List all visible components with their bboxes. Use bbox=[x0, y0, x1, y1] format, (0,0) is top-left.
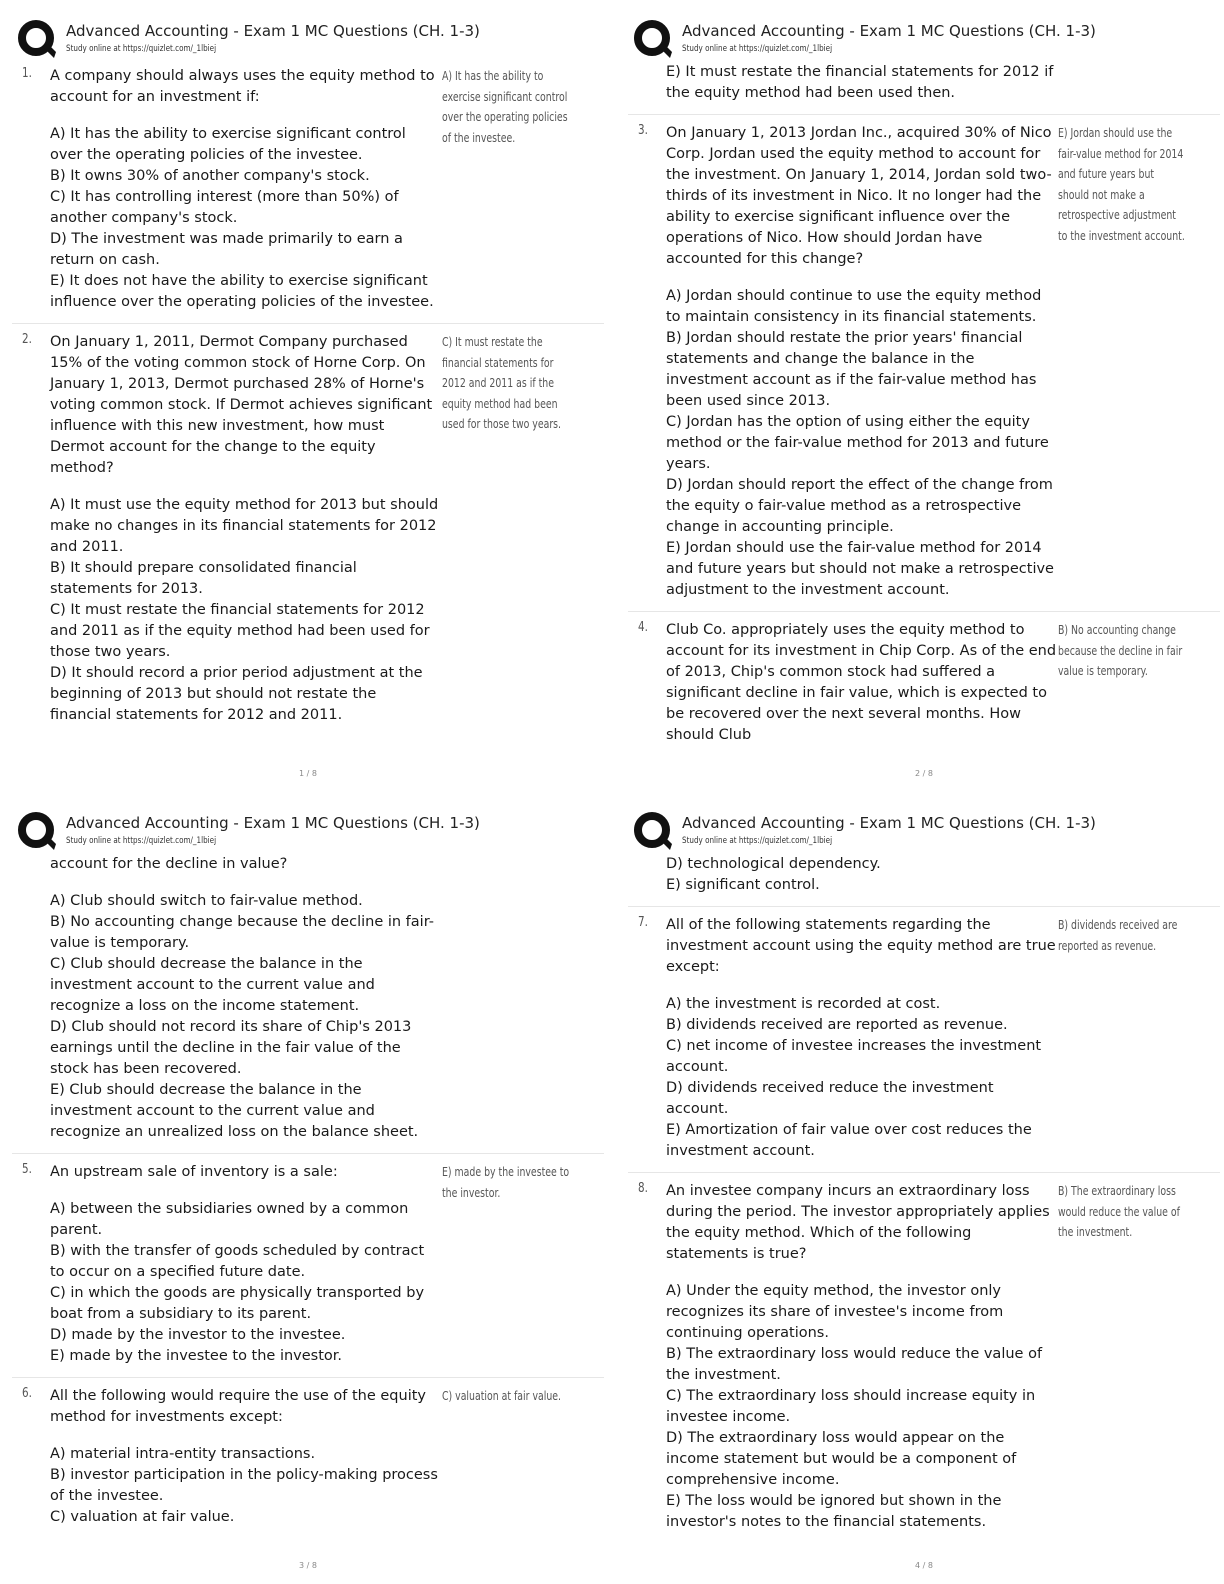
correct-answer: A) It has the ability to exercise significant control over the operating policies of the investee. bbox=[442, 69, 568, 145]
correct-answer: E) made by the investee to the investor. bbox=[442, 1165, 570, 1200]
option-item: C) The extraordinary loss should increase equity in investee income. bbox=[666, 1388, 1036, 1425]
question-card bbox=[12, 1377, 604, 1538]
document-title: Advanced Accounting - Exam 1 MC Questions (CH. 1-3) bbox=[66, 814, 480, 832]
question-number: 3. bbox=[638, 123, 648, 138]
option-item: D) dividends received reduce the investment account. bbox=[666, 1080, 994, 1117]
question-text: A company should always uses the equity method to account for an investment if: bbox=[50, 68, 435, 105]
option-item: A) Club should switch to fair-value method. bbox=[50, 893, 363, 909]
question-card bbox=[12, 60, 604, 323]
page-number: 3 / 8 bbox=[299, 1561, 317, 1570]
option-item: A) Jordan should continue to use the equity method to maintain consistency in its financial statements. bbox=[666, 288, 1042, 325]
option-item: D) made by the investor to the investee. bbox=[50, 1327, 346, 1343]
option-item: A) material intra-entity transactions. bbox=[50, 1446, 316, 1462]
option-item: C) in which the goods are physically transported by boat from a subsidiary to its parent. bbox=[50, 1285, 425, 1322]
answer-options bbox=[50, 495, 442, 726]
option-item: A) It must use the equity method for 2013 but should make no changes in its financial statements for 2012 and 2011. bbox=[50, 497, 439, 555]
question-text: An investee company incurs an extraordinary loss during the period. The investor appropriately applies the equity method. Which of the following statements is true? bbox=[666, 1183, 1050, 1262]
option-item: E) Club should decrease the balance in the investment account to the current value and recognize an unrealized loss on the balance sheet. bbox=[50, 1082, 419, 1140]
option-item: C) It has controlling interest (more than 50%) of another company's stock. bbox=[50, 189, 399, 226]
continued-question bbox=[12, 852, 604, 1153]
option-item: D) technological dependency. bbox=[666, 856, 881, 872]
page-content bbox=[12, 60, 604, 736]
question-text: All the following would require the use of the equity method for investments except: bbox=[50, 1388, 426, 1425]
correct-answer: C) It must restate the financial statements for 2012 and 2011 as if the equity method had been used for those two years. bbox=[442, 335, 562, 431]
correct-answer: E) Jordan should use the fair-value method for 2014 and future years but should not make a retrospective adjustment to the investment account. bbox=[1058, 126, 1185, 243]
quizlet-logo-icon bbox=[16, 810, 58, 852]
option-item: A) the investment is recorded at cost. bbox=[666, 996, 941, 1012]
question-text: On January 1, 2011, Dermot Company purchased 15% of the voting common stock of Horne Corp. On January 1, 2013, Dermot purchased 28% of Horne's voting common stock. If Dermot achieves significant influence with this new investment, how must Dermot account for the change to the equity method? bbox=[50, 334, 433, 476]
study-link[interactable]: Study online at https://quizlet.com/_1lbiej bbox=[682, 836, 833, 846]
option-item: E) Jordan should use the fair-value method for 2014 and future years but should not make a retrospective adjustment to the investment account. bbox=[666, 540, 1054, 598]
option-item: A) It has the ability to exercise significant control over the operating policies of the investee. bbox=[50, 126, 406, 163]
option-item: B) with the transfer of goods scheduled by contract to occur on a specified future date. bbox=[50, 1243, 425, 1280]
option-item: D) The extraordinary loss would appear on the income statement but would be a component of comprehensive income. bbox=[666, 1430, 1017, 1488]
option-item: B) The extraordinary loss would reduce the value of the investment. bbox=[666, 1346, 1043, 1383]
option-item: C) It must restate the financial statements for 2012 and 2011 as if the equity method had been used for those two years. bbox=[50, 602, 430, 660]
continued-options bbox=[50, 891, 442, 1143]
page-4 bbox=[628, 804, 1220, 1584]
page-header bbox=[628, 12, 1220, 58]
quizlet-logo-icon bbox=[632, 18, 674, 60]
document-title: Advanced Accounting - Exam 1 MC Questions (CH. 1-3) bbox=[682, 814, 1096, 832]
continued-text: account for the decline in value? bbox=[50, 856, 288, 872]
option-item: C) Jordan has the option of using either the equity method or the fair-value method for 2013 and future years. bbox=[666, 414, 1049, 472]
document-title: Advanced Accounting - Exam 1 MC Questions (CH. 1-3) bbox=[66, 22, 480, 40]
study-link[interactable]: Study online at https://quizlet.com/_1lbiej bbox=[66, 44, 217, 54]
question-text: Club Co. appropriately uses the equity method to account for its investment in Chip Corp. As of the end of 2013, Chip's common stock had suffered a significant decline in fair value, which is expected to be recovered over the next several months. How should Club bbox=[666, 622, 1057, 743]
option-item: E) It does not have the ability to exercise significant influence over the operating policies of the investee. bbox=[50, 273, 434, 310]
question-number: 1. bbox=[22, 66, 32, 81]
page-3 bbox=[12, 804, 604, 1584]
page-2 bbox=[628, 12, 1220, 792]
option-item: C) net income of investee increases the investment account. bbox=[666, 1038, 1042, 1075]
answer-options bbox=[50, 1444, 442, 1528]
option-item: D) Jordan should report the effect of the change from the equity o fair-value method as a retrospective change in accounting principle. bbox=[666, 477, 1053, 535]
option-item: E) The loss would be ignored but shown in the investor's notes to the financial statements. bbox=[666, 1493, 1002, 1530]
study-link[interactable]: Study online at https://quizlet.com/_1lbiej bbox=[66, 836, 217, 846]
page-header bbox=[628, 804, 1220, 850]
answer-options bbox=[666, 286, 1058, 601]
question-card bbox=[12, 1153, 604, 1377]
option-item: C) valuation at fair value. bbox=[50, 1509, 235, 1525]
question-text: All of the following statements regarding the investment account using the equity method are true except: bbox=[666, 917, 1056, 975]
document-title: Advanced Accounting - Exam 1 MC Questions (CH. 1-3) bbox=[682, 22, 1096, 40]
option-item: E) significant control. bbox=[666, 877, 820, 893]
question-text: On January 1, 2013 Jordan Inc., acquired 30% of Nico Corp. Jordan used the equity method to account for the investment. On January 1, 2014, Jordan sold two-thirds of its investment in Nico. It no longer had the ability to exercise significant influence over the operations of Nico. How should Jordan have accounted for this change? bbox=[666, 125, 1052, 267]
question-card bbox=[12, 323, 604, 736]
answer-options bbox=[666, 1281, 1058, 1533]
correct-answer: B) No accounting change because the decline in fair value is temporary. bbox=[1058, 623, 1183, 678]
quizlet-logo-icon bbox=[632, 810, 674, 852]
question-number: 4. bbox=[638, 620, 648, 635]
option-item: A) between the subsidiaries owned by a common parent. bbox=[50, 1201, 409, 1238]
page-content bbox=[12, 852, 604, 1538]
answer-options bbox=[50, 124, 442, 313]
question-number: 8. bbox=[638, 1181, 648, 1196]
option-item: D) Club should not record its share of Chip's 2013 earnings until the decline in the fair value of the stock has been recovered. bbox=[50, 1019, 412, 1077]
continued-options bbox=[666, 854, 1058, 896]
continued-question bbox=[628, 60, 1220, 114]
continued-question bbox=[628, 852, 1220, 906]
question-text: An upstream sale of inventory is a sale: bbox=[50, 1164, 338, 1180]
page-content bbox=[628, 60, 1220, 756]
page-number: 1 / 8 bbox=[299, 769, 317, 778]
option-item: C) Club should decrease the balance in the investment account to the current value and recognize a loss on the income statement. bbox=[50, 956, 375, 1014]
option-item: B) It should prepare consolidated financial statements for 2013. bbox=[50, 560, 357, 597]
option-item: B) investor participation in the policy-making process of the investee. bbox=[50, 1467, 438, 1504]
page-1 bbox=[12, 12, 604, 792]
page-content bbox=[628, 852, 1220, 1543]
correct-answer: C) valuation at fair value. bbox=[442, 1389, 561, 1403]
answer-options bbox=[50, 1199, 442, 1367]
option-item: B) Jordan should restate the prior years' financial statements and change the balance in the investment account as if the fair-value method has been used since 2013. bbox=[666, 330, 1037, 409]
option-item: B) It owns 30% of another company's stock. bbox=[50, 168, 370, 184]
page-header bbox=[12, 804, 604, 850]
question-number: 5. bbox=[22, 1162, 32, 1177]
option-item: D) It should record a prior period adjustment at the beginning of 2013 but should not restate the financial statements for 2012 and 2011. bbox=[50, 665, 423, 723]
option-item: B) No accounting change because the decline in fair-value is temporary. bbox=[50, 914, 434, 951]
page-header bbox=[12, 12, 604, 58]
option-item: E) Amortization of fair value over cost reduces the investment account. bbox=[666, 1122, 1032, 1159]
question-card bbox=[628, 611, 1220, 756]
correct-answer: B) dividends received are reported as revenue. bbox=[1058, 918, 1178, 953]
option-item: B) dividends received are reported as revenue. bbox=[666, 1017, 1008, 1033]
study-link[interactable]: Study online at https://quizlet.com/_1lbiej bbox=[682, 44, 833, 54]
option-item: A) Under the equity method, the investor only recognizes its share of investee's income from continuing operations. bbox=[666, 1283, 1004, 1341]
answer-options bbox=[666, 994, 1058, 1162]
option-item: E) made by the investee to the investor. bbox=[50, 1348, 343, 1364]
continued-text: E) It must restate the financial statements for 2012 if the equity method had been used then. bbox=[666, 64, 1054, 101]
question-card bbox=[628, 114, 1220, 611]
page-number: 4 / 8 bbox=[915, 1561, 933, 1570]
quizlet-logo-icon bbox=[16, 18, 58, 60]
question-number: 7. bbox=[638, 915, 648, 930]
page-number: 2 / 8 bbox=[915, 769, 933, 778]
question-card bbox=[628, 1172, 1220, 1543]
option-item: D) The investment was made primarily to earn a return on cash. bbox=[50, 231, 403, 268]
question-number: 2. bbox=[22, 332, 32, 347]
question-card bbox=[628, 906, 1220, 1172]
correct-answer: B) The extraordinary loss would reduce the value of the investment. bbox=[1058, 1184, 1180, 1239]
question-number: 6. bbox=[22, 1386, 32, 1401]
